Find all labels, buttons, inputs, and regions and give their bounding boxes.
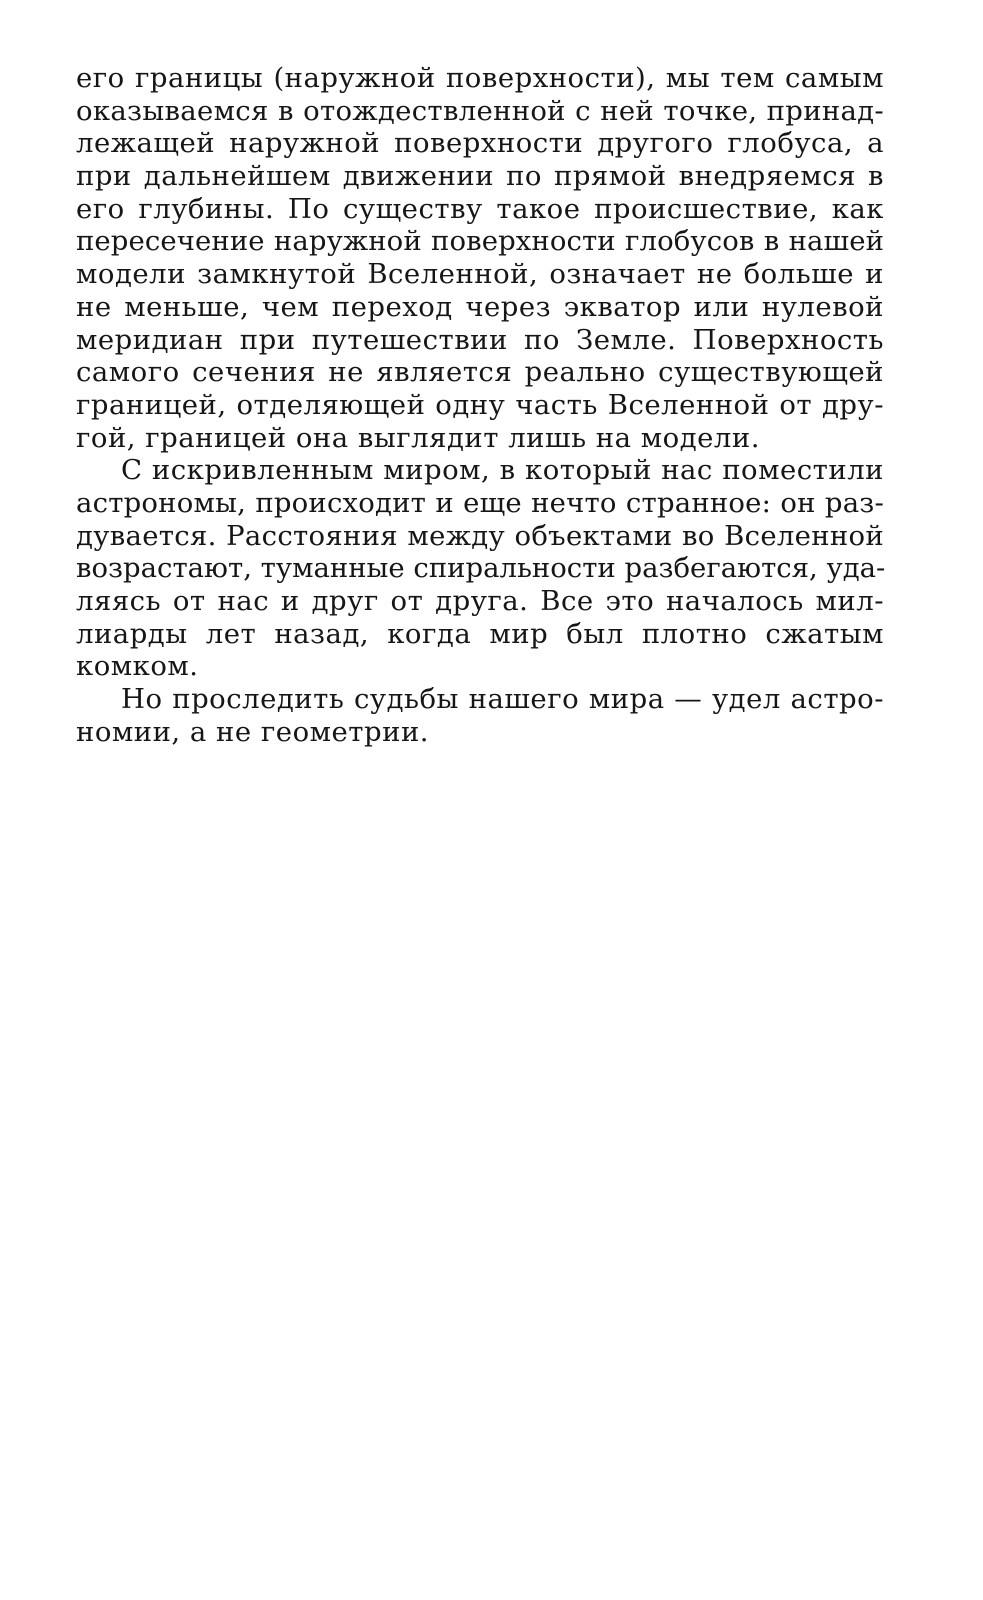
- text-line: астрономы, происходит и еще нечто странное: он раз-: [76, 486, 884, 519]
- text-line: границей, отделяющей одну часть Вселенной от дру-: [76, 388, 884, 421]
- text-line: пересечение наружной поверхности глобусов в нашей: [76, 225, 884, 258]
- paragraph-2: [76, 454, 884, 683]
- body-text: [76, 62, 884, 748]
- text-line: не меньше, чем переход через экватор или нулевой: [76, 290, 884, 323]
- text-line: С искривленным миром, в который нас поместили: [121, 454, 884, 487]
- text-line: дувается. Расстояния между объектами во Вселенной: [76, 519, 884, 552]
- text-line: комком.: [76, 650, 199, 683]
- text-line: модели замкнутой Вселенной, означает не больше и: [76, 258, 884, 291]
- text-line: гой, границей она выглядит лишь на модели.: [76, 421, 760, 454]
- text-line: ляясь от нас и друг от друга. Все это началось мил-: [76, 585, 884, 617]
- text-line: возрастают, туманные спиральности разбегаются, уда-: [76, 552, 886, 585]
- text-line: самого сечения не является реально существующей: [76, 356, 884, 389]
- paragraph-1: [76, 62, 884, 454]
- text-line: лежащей наружной поверхности другого глобуса, а: [76, 127, 884, 160]
- text-line: его границы (наружной поверхности), мы тем самым: [76, 62, 884, 94]
- text-line: оказываемся в отождествленной с ней точке, принад-: [76, 94, 884, 127]
- text-line: лиарды лет назад, когда мир был плотно сжатым: [76, 617, 884, 650]
- text-line: при дальнейшем движении по прямой внедряемся в: [76, 160, 884, 193]
- text-line: Но проследить судьбы нашего мира — удел астро-: [121, 683, 884, 716]
- text-line: его глубины. По существу такое происшествие, как: [76, 192, 884, 225]
- paragraph-3: [76, 683, 884, 748]
- text-line: меридиан при путешествии по Земле. Поверхность: [76, 323, 884, 356]
- text-line: номии, а не геометрии.: [76, 715, 430, 748]
